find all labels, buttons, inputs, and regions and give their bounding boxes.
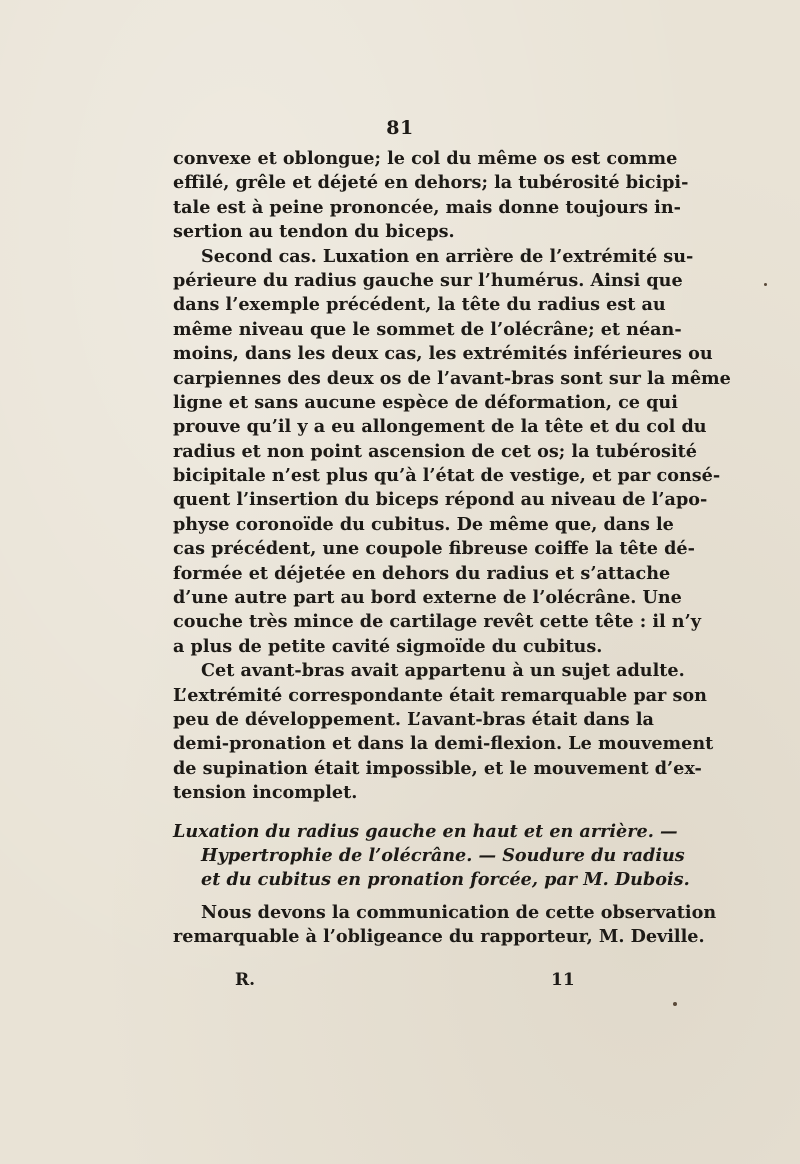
text-line: moins, dans les deux cas, les extrémités inférieures ou: [173, 343, 713, 365]
text-line: carpiennes des deux os de l’avant-bras sont sur la même: [173, 367, 731, 389]
text-line: demi-pronation et dans la demi-flexion. Le mouvement: [173, 733, 714, 755]
closing-gap: [173, 893, 643, 901]
ink-speck: [673, 1002, 677, 1006]
text-line: quent l’insertion du biceps répond au niveau de l’apo-: [173, 489, 708, 511]
text-line: couche très mince de cartilage revêt cette tête : il n’y: [173, 611, 701, 633]
text-line: formée et déjetée en dehors du radius et s’attache: [173, 562, 671, 584]
text-line: cas précédent, une coupole fibreuse coiffe la tête dé-: [173, 538, 695, 560]
text-line: radius et non point ascension de cet os; la tubérosité: [173, 440, 697, 462]
text-line: bicipitale n’est plus qu’à l’état de vestige, et par consé-: [173, 465, 721, 487]
text-line: peu de développement. L’avant-bras était dans la: [173, 708, 654, 730]
ink-speck: [764, 283, 767, 286]
text-line: prouve qu’il y a eu allongement de la tête et du col du: [173, 416, 707, 438]
text-line: de supination était impossible, et le mouvement d’ex-: [173, 757, 702, 779]
text-line: effilé, grêle et déjeté en dehors; la tubérosité bicipi-: [173, 172, 689, 194]
text-line: a plus de petite cavité sigmoïde du cubitus.: [173, 635, 603, 657]
closing-paragraph: [173, 901, 717, 950]
text-line: sertion au tendon du biceps.: [173, 221, 455, 243]
text-line: même niveau que le sommet de l’olécrâne; et néan-: [173, 318, 682, 340]
text-line: tale est à peine prononcée, mais donne toujours in-: [173, 196, 681, 218]
text-line: périeure du radius gauche sur l’humérus. Ainsi que: [173, 269, 683, 291]
section-gap: [173, 806, 643, 820]
text-line: convexe et oblongue; le col du même os est comme: [173, 148, 678, 169]
heading-line: Luxation du radius gauche en haut et en arrière. —: [173, 820, 678, 842]
text-line: remarquable à l’obligeance du rapporteur, M. Deville.: [173, 926, 705, 948]
text-line: Nous devons la communication de cette observation: [201, 901, 717, 923]
signature-mark: R.: [235, 970, 256, 990]
text-line: tension incomplet.: [173, 782, 358, 804]
body-text: [173, 147, 731, 950]
heading-line: Hypertrophie de l’olécrâne. — Soudure du radius: [201, 844, 685, 866]
sheet-number: 11: [551, 970, 575, 990]
section-heading: [173, 820, 690, 893]
main-paragraphs: [173, 147, 731, 806]
heading-line: et du cubitus en pronation forcée, par M. Dubois.: [201, 869, 690, 891]
text-line: d’une autre part au bord externe de l’olécrâne. Une: [173, 587, 682, 609]
text-line: dans l’exemple précédent, la tête du radius est au: [173, 294, 666, 316]
text-line: ligne et sans aucune espèce de déformation, ce qui: [173, 391, 678, 413]
page-number: 81: [386, 117, 414, 139]
text-line: Cet avant-bras avait appartenu à un sujet adulte.: [201, 660, 685, 682]
page-footer: [0, 970, 800, 1000]
text-line: physe coronoïde du cubitus. De même que, dans le: [173, 513, 674, 535]
text-line: L’extrémité correspondante était remarquable par son: [173, 684, 707, 706]
text-line: Second cas. Luxation en arrière de l’extrémité su-: [201, 245, 694, 267]
